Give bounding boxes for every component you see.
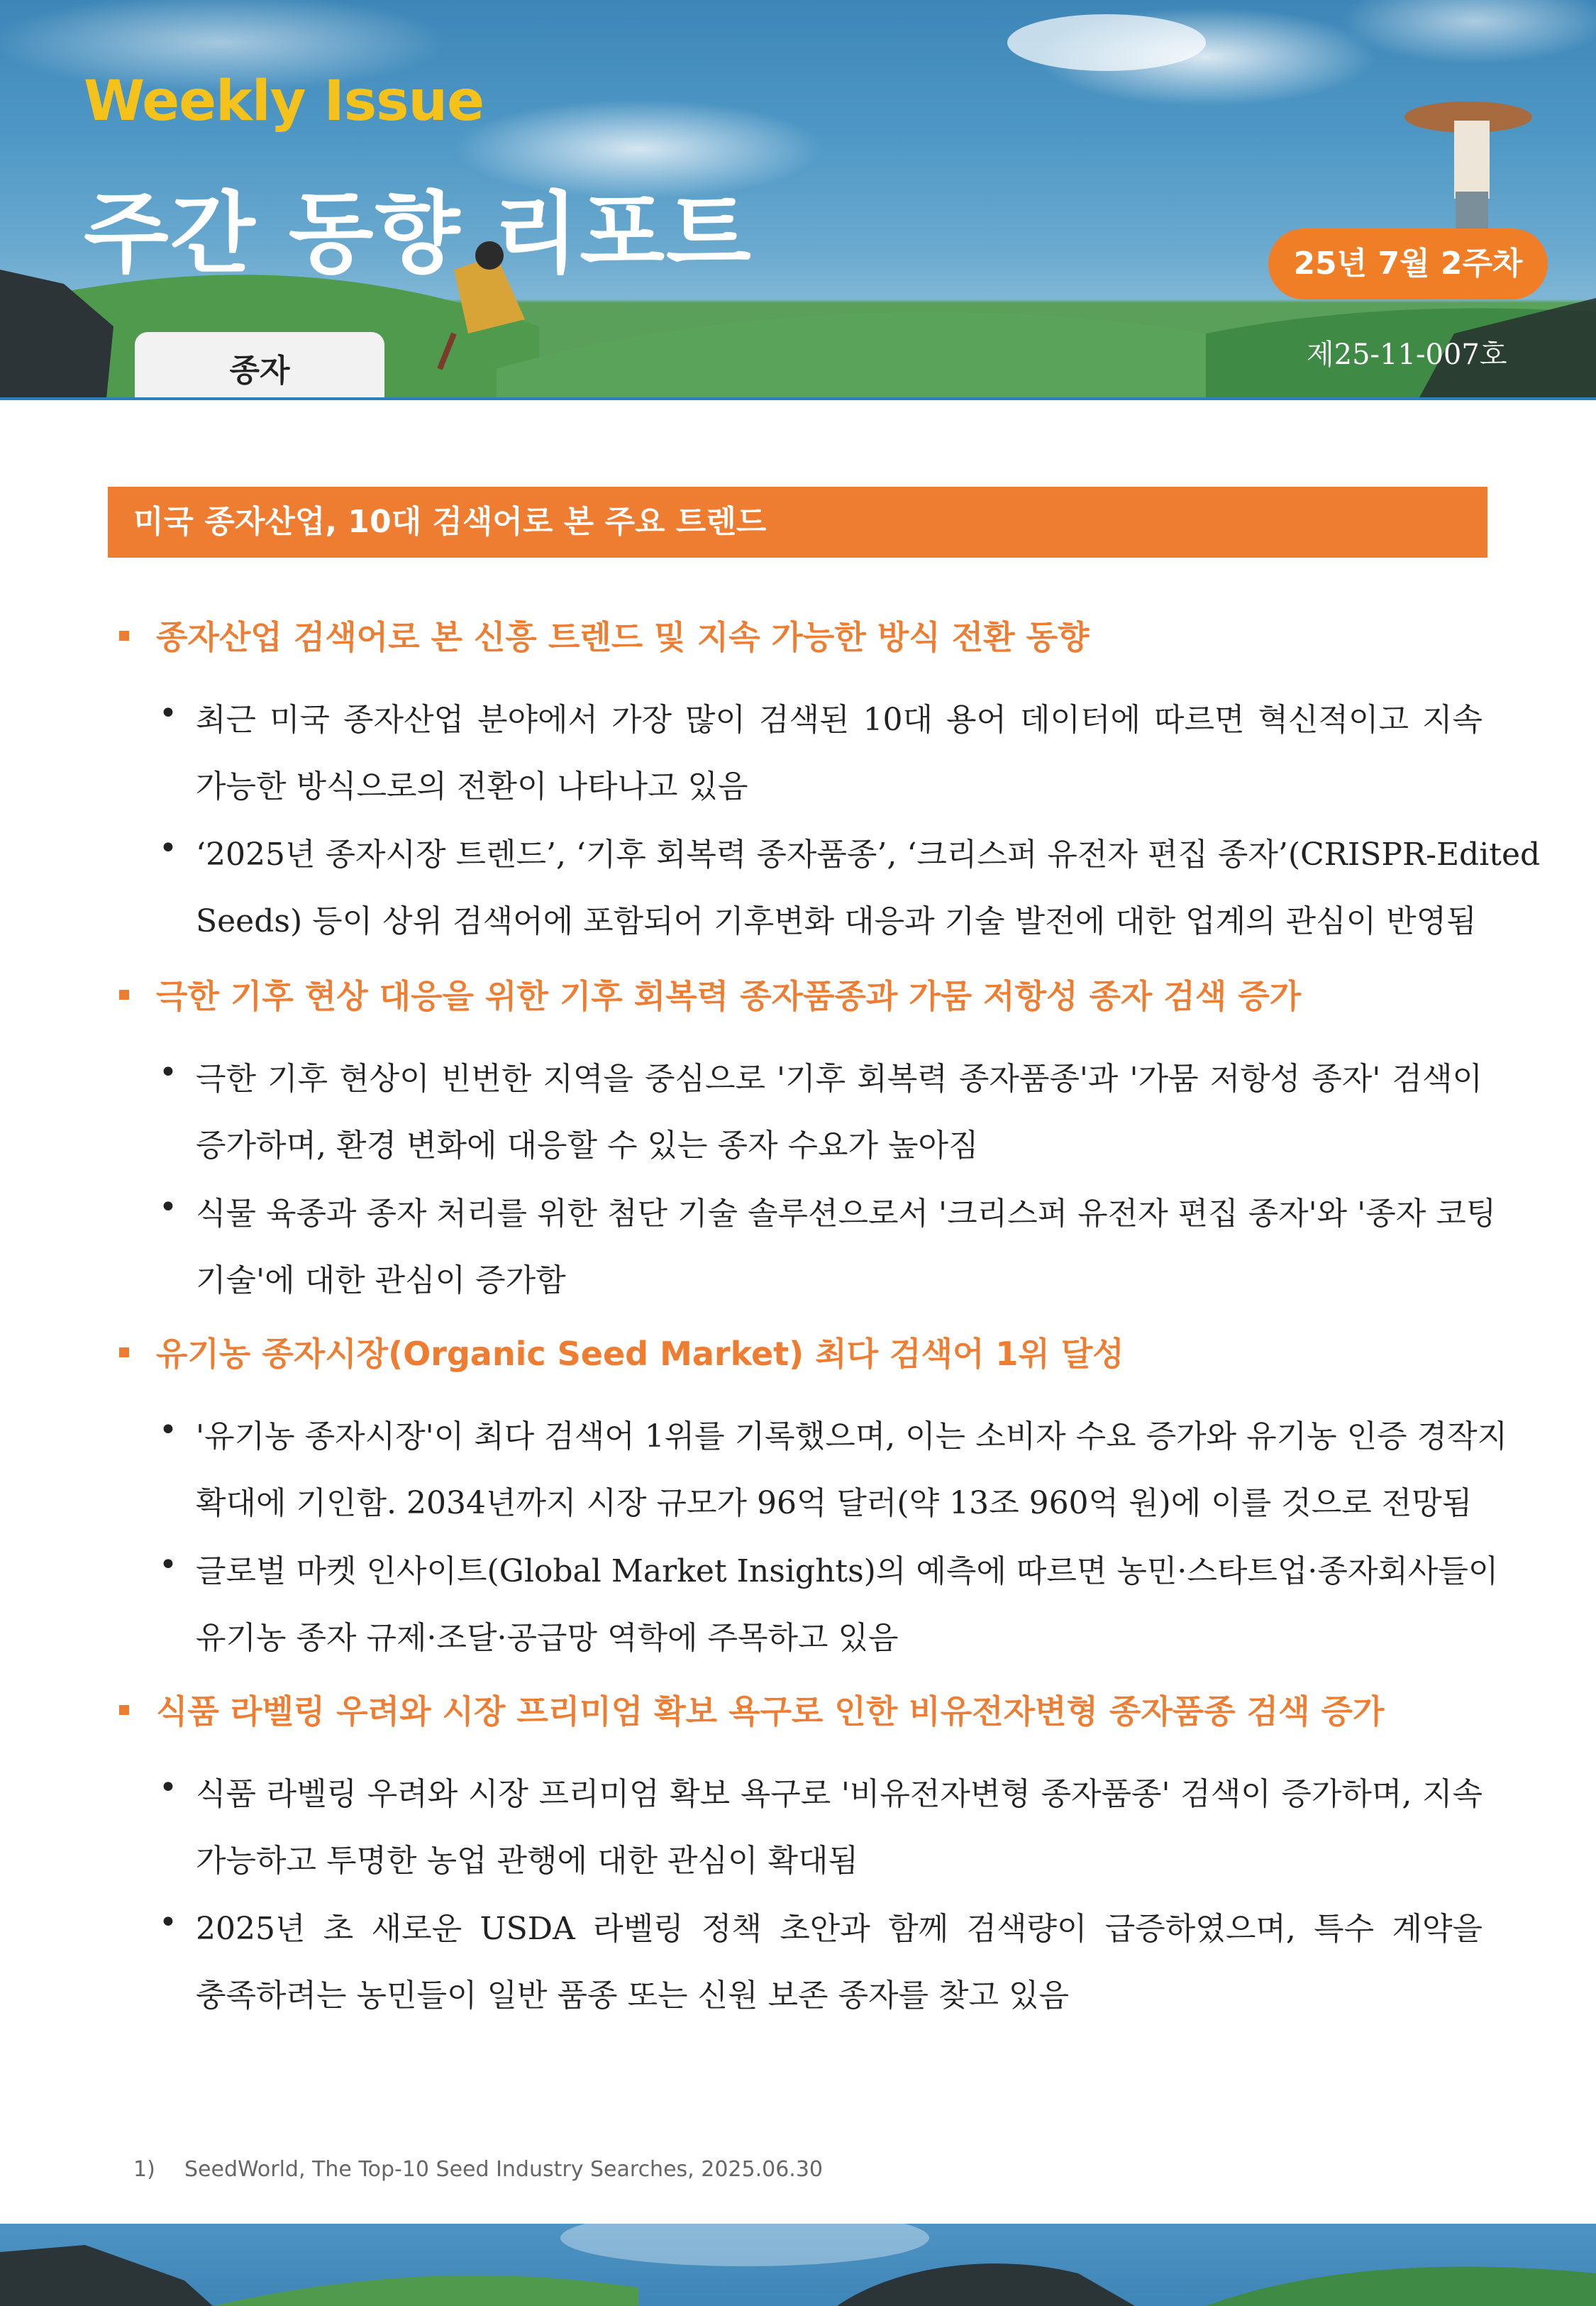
- section-heading-bar: [108, 487, 1487, 558]
- bullet-line: 2025년 초 새로운 USDA 라벨링 정책 초안과 함께 검색량이 급증하였으며, 특수 계약을: [196, 1911, 1483, 1947]
- issue-number: 제25-11-007호: [1307, 338, 1507, 371]
- topic-heading-text: 식품 라벨링 우려와 시장 프리미엄 확보 욕구로 인한 비유전자변형 종자품종 검색 증가: [156, 1692, 1385, 1731]
- banner-divider: [0, 397, 1596, 400]
- bullet-line: '유기농 종자시장'이 최다 검색어 1위를 기록했으며, 이는 소비자 수요 증가와 유기농 인증 경작지: [196, 1418, 1508, 1455]
- bullet-line: ‘2025년 종자시장 트렌드’, ‘기후 회복력 종자품종’, ‘크리스퍼 유전자 편집 종자’(CRISPR-Edited: [196, 837, 1541, 873]
- footnote: [133, 2157, 823, 2182]
- bullet-dot-icon: •: [159, 1770, 177, 1806]
- bullet-line: Seeds) 등이 상위 검색어에 포함되어 기후변화 대응과 기술 발전에 대한 업계의 관심이 반영됨: [196, 903, 1477, 939]
- topic-heading-text: 종자산업 검색어로 본 신흥 트렌드 및 지속 가능한 방식 전환 동향: [156, 618, 1090, 656]
- topic-heading: [119, 1686, 1384, 1733]
- bullet-line: 글로벌 마켓 인사이트(Global Market Insights)의 예측에 따르면 농민·스타트업·종자회사들이: [196, 1553, 1499, 1589]
- bullet-line: 최근 미국 종자산업 분야에서 가장 많이 검색된 10대 용어 데이터에 따르면 혁신적이고 지속: [196, 702, 1483, 738]
- weekly-issue-label: Weekly Issue: [84, 70, 484, 133]
- bullet-dot-icon: •: [159, 1054, 177, 1091]
- topic-heading: [119, 1328, 1124, 1375]
- category-tab[interactable]: 종자: [135, 332, 384, 399]
- topic-heading: [119, 612, 1089, 658]
- bullet-dot-icon: •: [159, 830, 177, 866]
- square-bullet-icon: [119, 1705, 129, 1715]
- topic-heading-text: 유기농 종자시장(Organic Seed Market) 최다 검색어 1위 달성: [156, 1335, 1124, 1373]
- report-title: 주간 동향 리포트: [84, 183, 753, 285]
- bullet-dot-icon: •: [159, 1189, 177, 1225]
- bullet-line: 가능하고 투명한 농업 관행에 대한 관심이 확대됨: [196, 1843, 858, 1879]
- square-bullet-icon: [119, 990, 129, 1000]
- header-banner: [0, 0, 1596, 399]
- topic-heading-text: 극한 기후 현상 대응을 위한 기후 회복력 종자품종과 가뭄 저항성 종자 검색 증가: [156, 977, 1302, 1015]
- footer-banner: [0, 2224, 1596, 2306]
- topic-heading: [119, 971, 1301, 1017]
- section-title: 미국 종자산업, 10대 검색어로 본 주요 트렌드: [133, 504, 767, 540]
- bullet-line: 충족하려는 농민들이 일반 품종 또는 신원 보존 종자를 찾고 있음: [196, 1977, 1069, 2014]
- bullet-line: 식물 육종과 종자 처리를 위한 첨단 기술 솔루션으로서 '크리스퍼 유전자 편집 종자'와 '종자 코팅: [196, 1196, 1497, 1232]
- bullet-line: 기술'에 대한 관심이 증가함: [196, 1262, 566, 1298]
- bullet-line: 유기농 종자 규제·조달·공급망 역학에 주목하고 있음: [196, 1620, 899, 1656]
- bullet-dot-icon: •: [159, 1412, 177, 1448]
- bullet-dot-icon: •: [159, 1904, 177, 1941]
- bullet-line: 극한 기후 현상이 빈번한 지역을 중심으로 '기후 회복력 종자품종'과 '가뭄 저항성 종자' 검색이: [196, 1061, 1483, 1097]
- bullet-line: 가능한 방식으로의 전환이 나타나고 있음: [196, 768, 748, 805]
- bullet-line: 식품 라벨링 우려와 시장 프리미엄 확보 욕구로 '비유전자변형 종자품종' 검색이 증가하며, 지속: [196, 1776, 1483, 1812]
- square-bullet-icon: [119, 1347, 129, 1357]
- square-bullet-icon: [119, 631, 129, 641]
- footnote-number: 1): [133, 2157, 155, 2182]
- date-badge: 25년 7월 2주차: [1268, 228, 1548, 299]
- bullet-line: 증가하며, 환경 변화에 대응할 수 있는 종자 수요가 높아짐: [196, 1127, 979, 1164]
- footer-landscape-illustration: [0, 2224, 1596, 2306]
- footnote-text: SeedWorld, The Top-10 Seed Industry Searches, 2025.06.30: [184, 2157, 823, 2182]
- bullet-dot-icon: •: [159, 695, 177, 732]
- bullet-dot-icon: •: [159, 1547, 177, 1583]
- bullet-line: 확대에 기인함. 2034년까지 시장 규모가 96억 달러(약 13조 960억 원)에 이를 것으로 전망됨: [196, 1485, 1473, 1521]
